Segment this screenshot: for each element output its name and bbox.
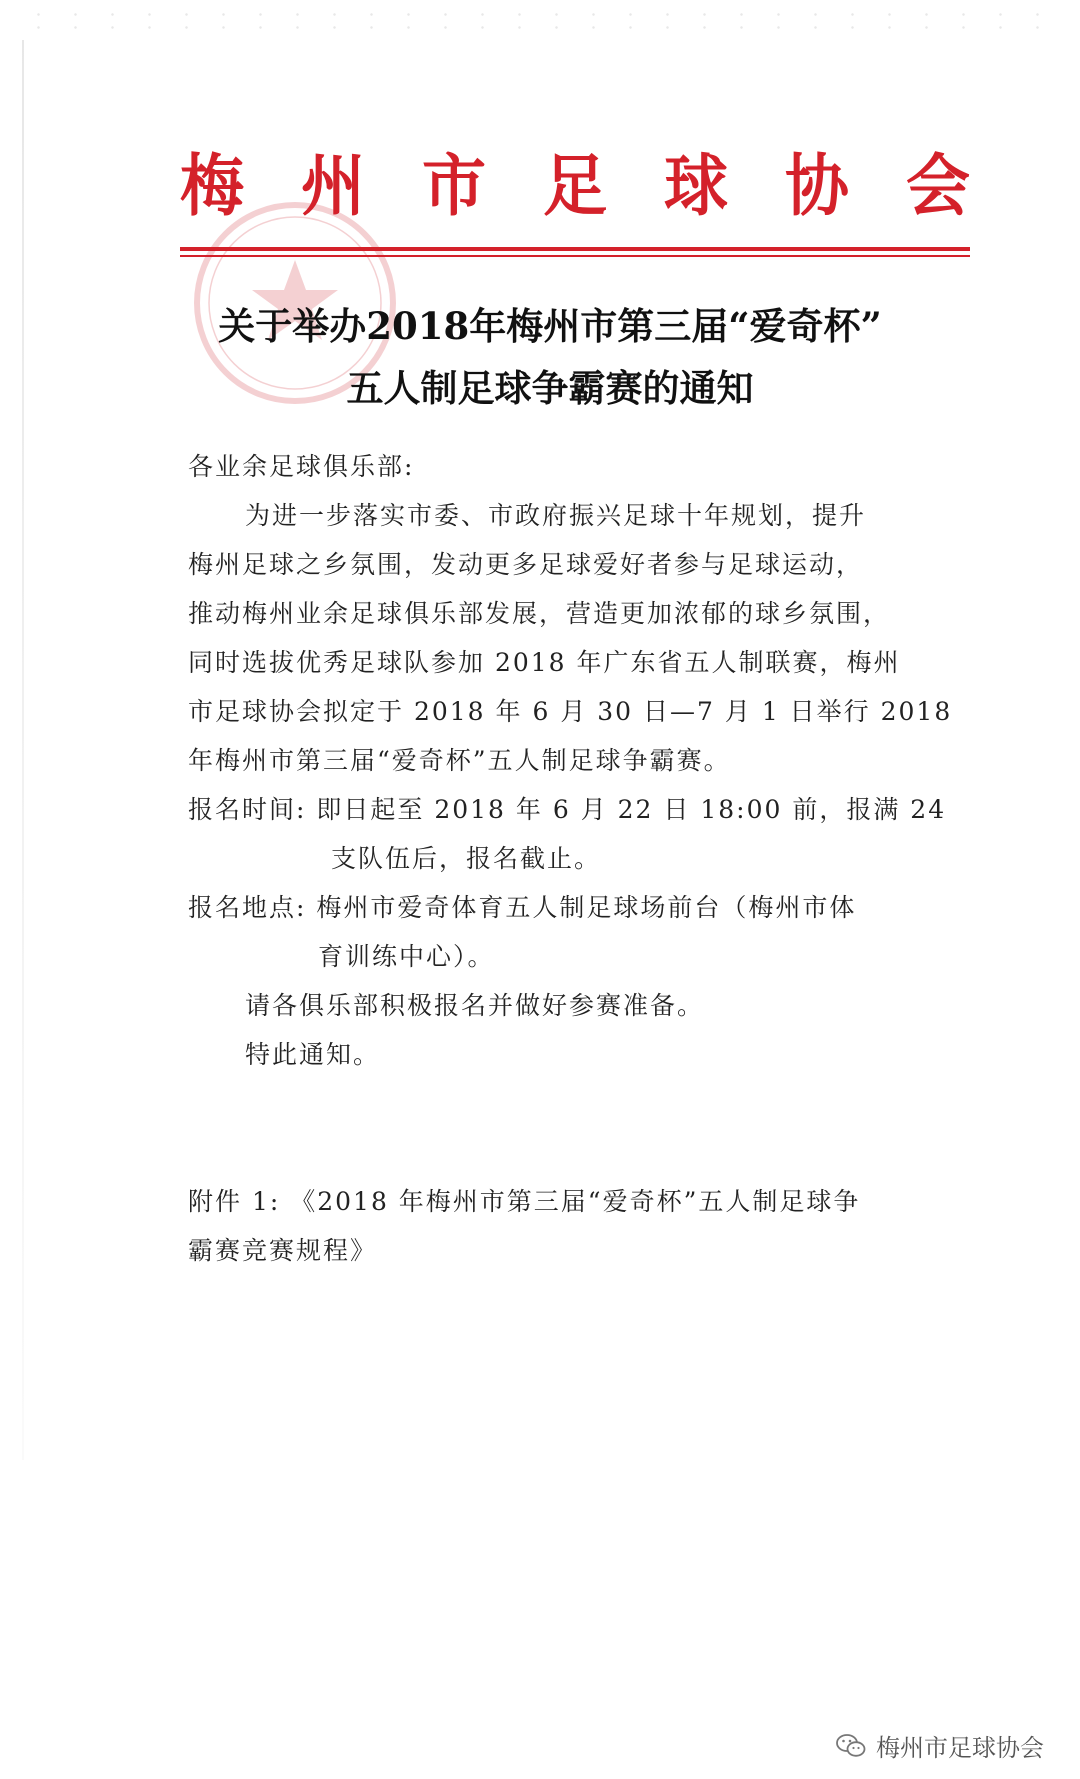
salutation: 各业余足球俱乐部: <box>188 452 415 481</box>
registration-place-label: 报名地点: <box>188 893 307 922</box>
registration-time-label: 报名时间: <box>188 795 307 824</box>
paragraph-line: 推动梅州业余足球俱乐部发展，营造更加浓郁的球乡氛围， <box>188 599 891 628</box>
attachment-note <box>188 1177 938 1275</box>
registration-time-line-1: 即日起至 2018 年 6 月 22 日 18:00 前，报满 24 <box>316 795 947 824</box>
registration-time <box>188 785 947 883</box>
letterhead-char: 会 <box>906 147 970 226</box>
registration-time-line-2: 支队伍后，报名截止。 <box>331 844 602 873</box>
title-line-2: 五人制足球争霸赛的通知 <box>346 366 754 410</box>
letterhead-char: 市 <box>422 147 486 226</box>
attachment-line-2: 霸赛竞赛规程》 <box>188 1236 378 1265</box>
closing-line-1: 请各俱乐部积极报名并做好参赛准备。 <box>245 991 705 1020</box>
paragraph-line: 梅州足球之乡氛围，发动更多足球爱好者参与足球运动， <box>188 550 864 579</box>
letterhead-char: 梅 <box>180 147 244 226</box>
letterhead-char: 球 <box>664 147 728 226</box>
wechat-watermark <box>836 1728 1044 1763</box>
registration-place-line-2: 育训练中心）。 <box>318 942 495 971</box>
closing <box>188 981 938 1079</box>
scan-specks <box>20 8 1060 38</box>
letterhead-rule-thin <box>180 255 970 257</box>
paragraph-line: 年梅州市第三届“爱奇杯”五人制足球争霸赛。 <box>188 746 731 775</box>
letterhead-char: 协 <box>785 147 849 226</box>
wechat-icon <box>836 1733 866 1759</box>
main-paragraph <box>188 491 953 785</box>
registration-place <box>188 883 938 981</box>
letterhead-char: 足 <box>543 147 607 226</box>
document-title <box>120 295 980 419</box>
letterhead-org-name <box>180 142 970 232</box>
title-line-1: 关于举办2018年梅州市第三届“爱奇杯” <box>218 304 882 348</box>
attachment-line-1: 附件 1: 《2018 年梅州市第三届“爱奇杯”五人制足球争 <box>188 1187 861 1216</box>
paragraph-line: 市足球协会拟定于 2018 年 6 月 30 日—7 月 1 日举行 2018 <box>188 697 953 726</box>
scan-edge <box>22 40 24 1460</box>
wechat-account-name: 梅州市足球协会 <box>876 1734 1044 1762</box>
paragraph-line: 同时选拔优秀足球队参加 2018 年广东省五人制联赛，梅州 <box>188 648 901 677</box>
closing-line-2: 特此通知。 <box>245 1040 381 1069</box>
paragraph-line: 为进一步落实市委、市政府振兴足球十年规划，提升 <box>245 501 867 530</box>
letterhead-char: 州 <box>301 147 365 226</box>
letterhead-rule-thick <box>180 247 970 251</box>
registration-place-line-1: 梅州市爱奇体育五人制足球场前台（梅州市体 <box>316 893 857 922</box>
